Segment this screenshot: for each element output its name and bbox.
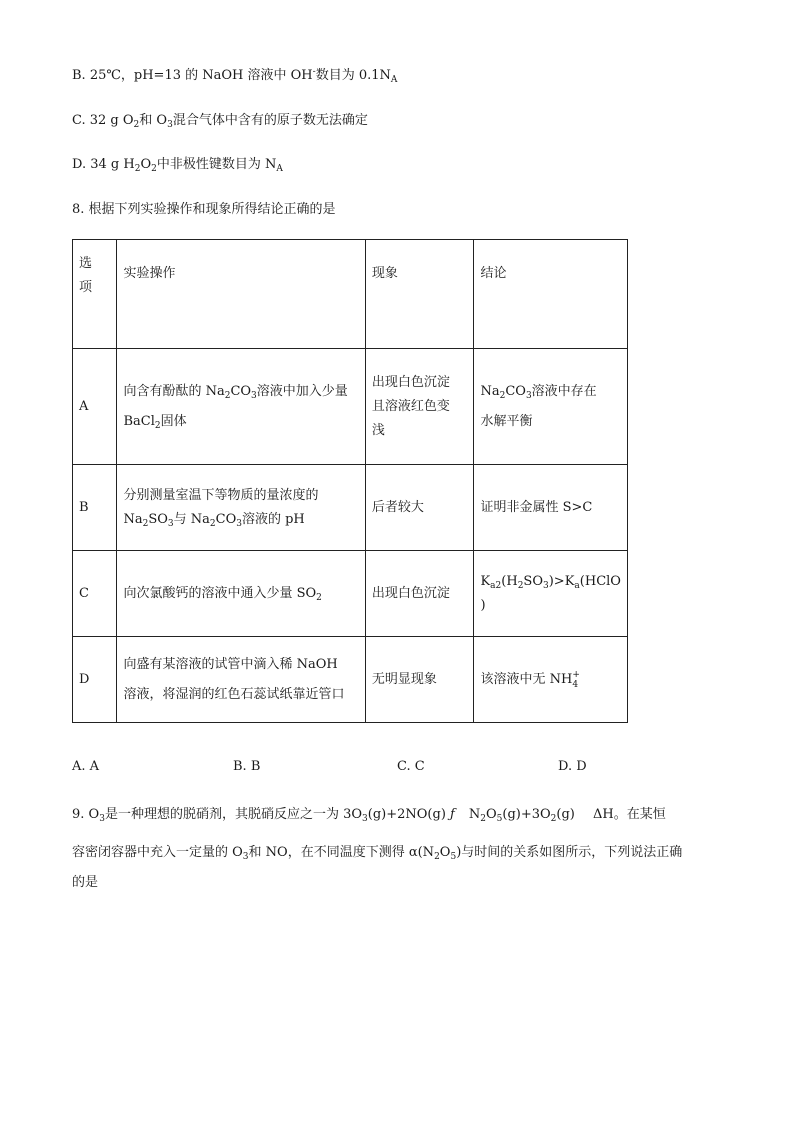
- option-cell: C: [73, 551, 117, 637]
- header-operation: 实验操作: [117, 240, 365, 349]
- q7-option-b: B. 25℃，pH=13 的 NaOH 溶液中 OH-数目为 $0.1N_A$: [72, 67, 398, 85]
- conclusion-cell: 该溶液中无 NH + 4: [474, 637, 628, 723]
- conclusion-cell: 证明非金属性 S>C: [474, 465, 628, 551]
- option-cell: B: [73, 465, 117, 551]
- answer-choice-a: A. A: [72, 759, 100, 774]
- answer-choice-d: D. D: [558, 759, 587, 774]
- phenomenon-cell: 出现白色沉淀: [365, 551, 474, 637]
- phenomenon-cell: 后者较大: [365, 465, 474, 551]
- operation-cell: 向盛有某溶液的试管中滴入稀 NaOH 溶液，将湿润的红色石蕊试纸靠近管口: [117, 637, 365, 723]
- operation-cell: 分别测量室温下等物质的量浓度的 $Na_2SO_3$与 $Na_2CO_3$溶液的 pH: [117, 465, 365, 551]
- conclusion-cell: $K_{a2}(H_2SO_3)>K_a(HClO$ ): [474, 551, 628, 637]
- table-row-c: [73, 551, 628, 637]
- table-row-b: [73, 465, 628, 551]
- phenomenon-cell: 出现白色沉淀 且溶液红色变 浅: [365, 349, 474, 465]
- header-option: 选 项: [73, 240, 117, 349]
- table-header-row: [73, 240, 628, 349]
- answer-choice-b: B. B: [233, 759, 261, 774]
- q9-line-1: 9. $O_3$是一种理想的脱硝剂，其脱硝反应之一为 $3O_3(g)+2NO(g)$ ƒ $N_2O_5(g)+3O_2(g)$ ΔH。在某恒: [72, 807, 666, 824]
- q7-option-d: D. 34 g $H_2O_2$中非极性键数目为 $N_A$: [72, 157, 283, 174]
- reaction-equation: $3O_3(g)+2NO(g)$ ƒ $N_2O_5(g)+3O_2(g)$: [343, 807, 575, 824]
- table-row-a: [73, 349, 628, 465]
- operation-cell: 向含有酚酞的 $Na_2CO_3$溶液中加入少量 BaCl$_2$固体: [117, 349, 365, 465]
- option-cell: A: [73, 349, 117, 465]
- conclusion-cell: $Na_2CO_3$溶液中存在 水解平衡: [474, 349, 628, 465]
- phenomenon-cell: 无明显现象: [365, 637, 474, 723]
- answer-choice-c: C. C: [397, 759, 425, 774]
- option-cell: D: [73, 637, 117, 723]
- q7-option-c: C. 32 g $O_2$和 $O_3$混合气体中含有的原子数无法确定: [72, 113, 368, 130]
- operation-cell: 向次氯酸钙的溶液中通入少量 $SO_2$: [117, 551, 365, 637]
- experiment-table: [72, 239, 628, 723]
- table-row-d: [73, 637, 628, 723]
- q9-line-2: 容密闭容器中充入一定量的 $O_3$和 NO，在不同温度下测得 $\alpha(N_2O_5)$与时间的关系如图所示，下列说法正确: [72, 845, 683, 862]
- q9-line-3: 的是: [72, 875, 99, 890]
- header-conclusion: 结论: [474, 240, 628, 349]
- header-phenomenon: 现象: [365, 240, 474, 349]
- q8-stem: 8. 根据下列实验操作和现象所得结论正确的是: [72, 202, 336, 217]
